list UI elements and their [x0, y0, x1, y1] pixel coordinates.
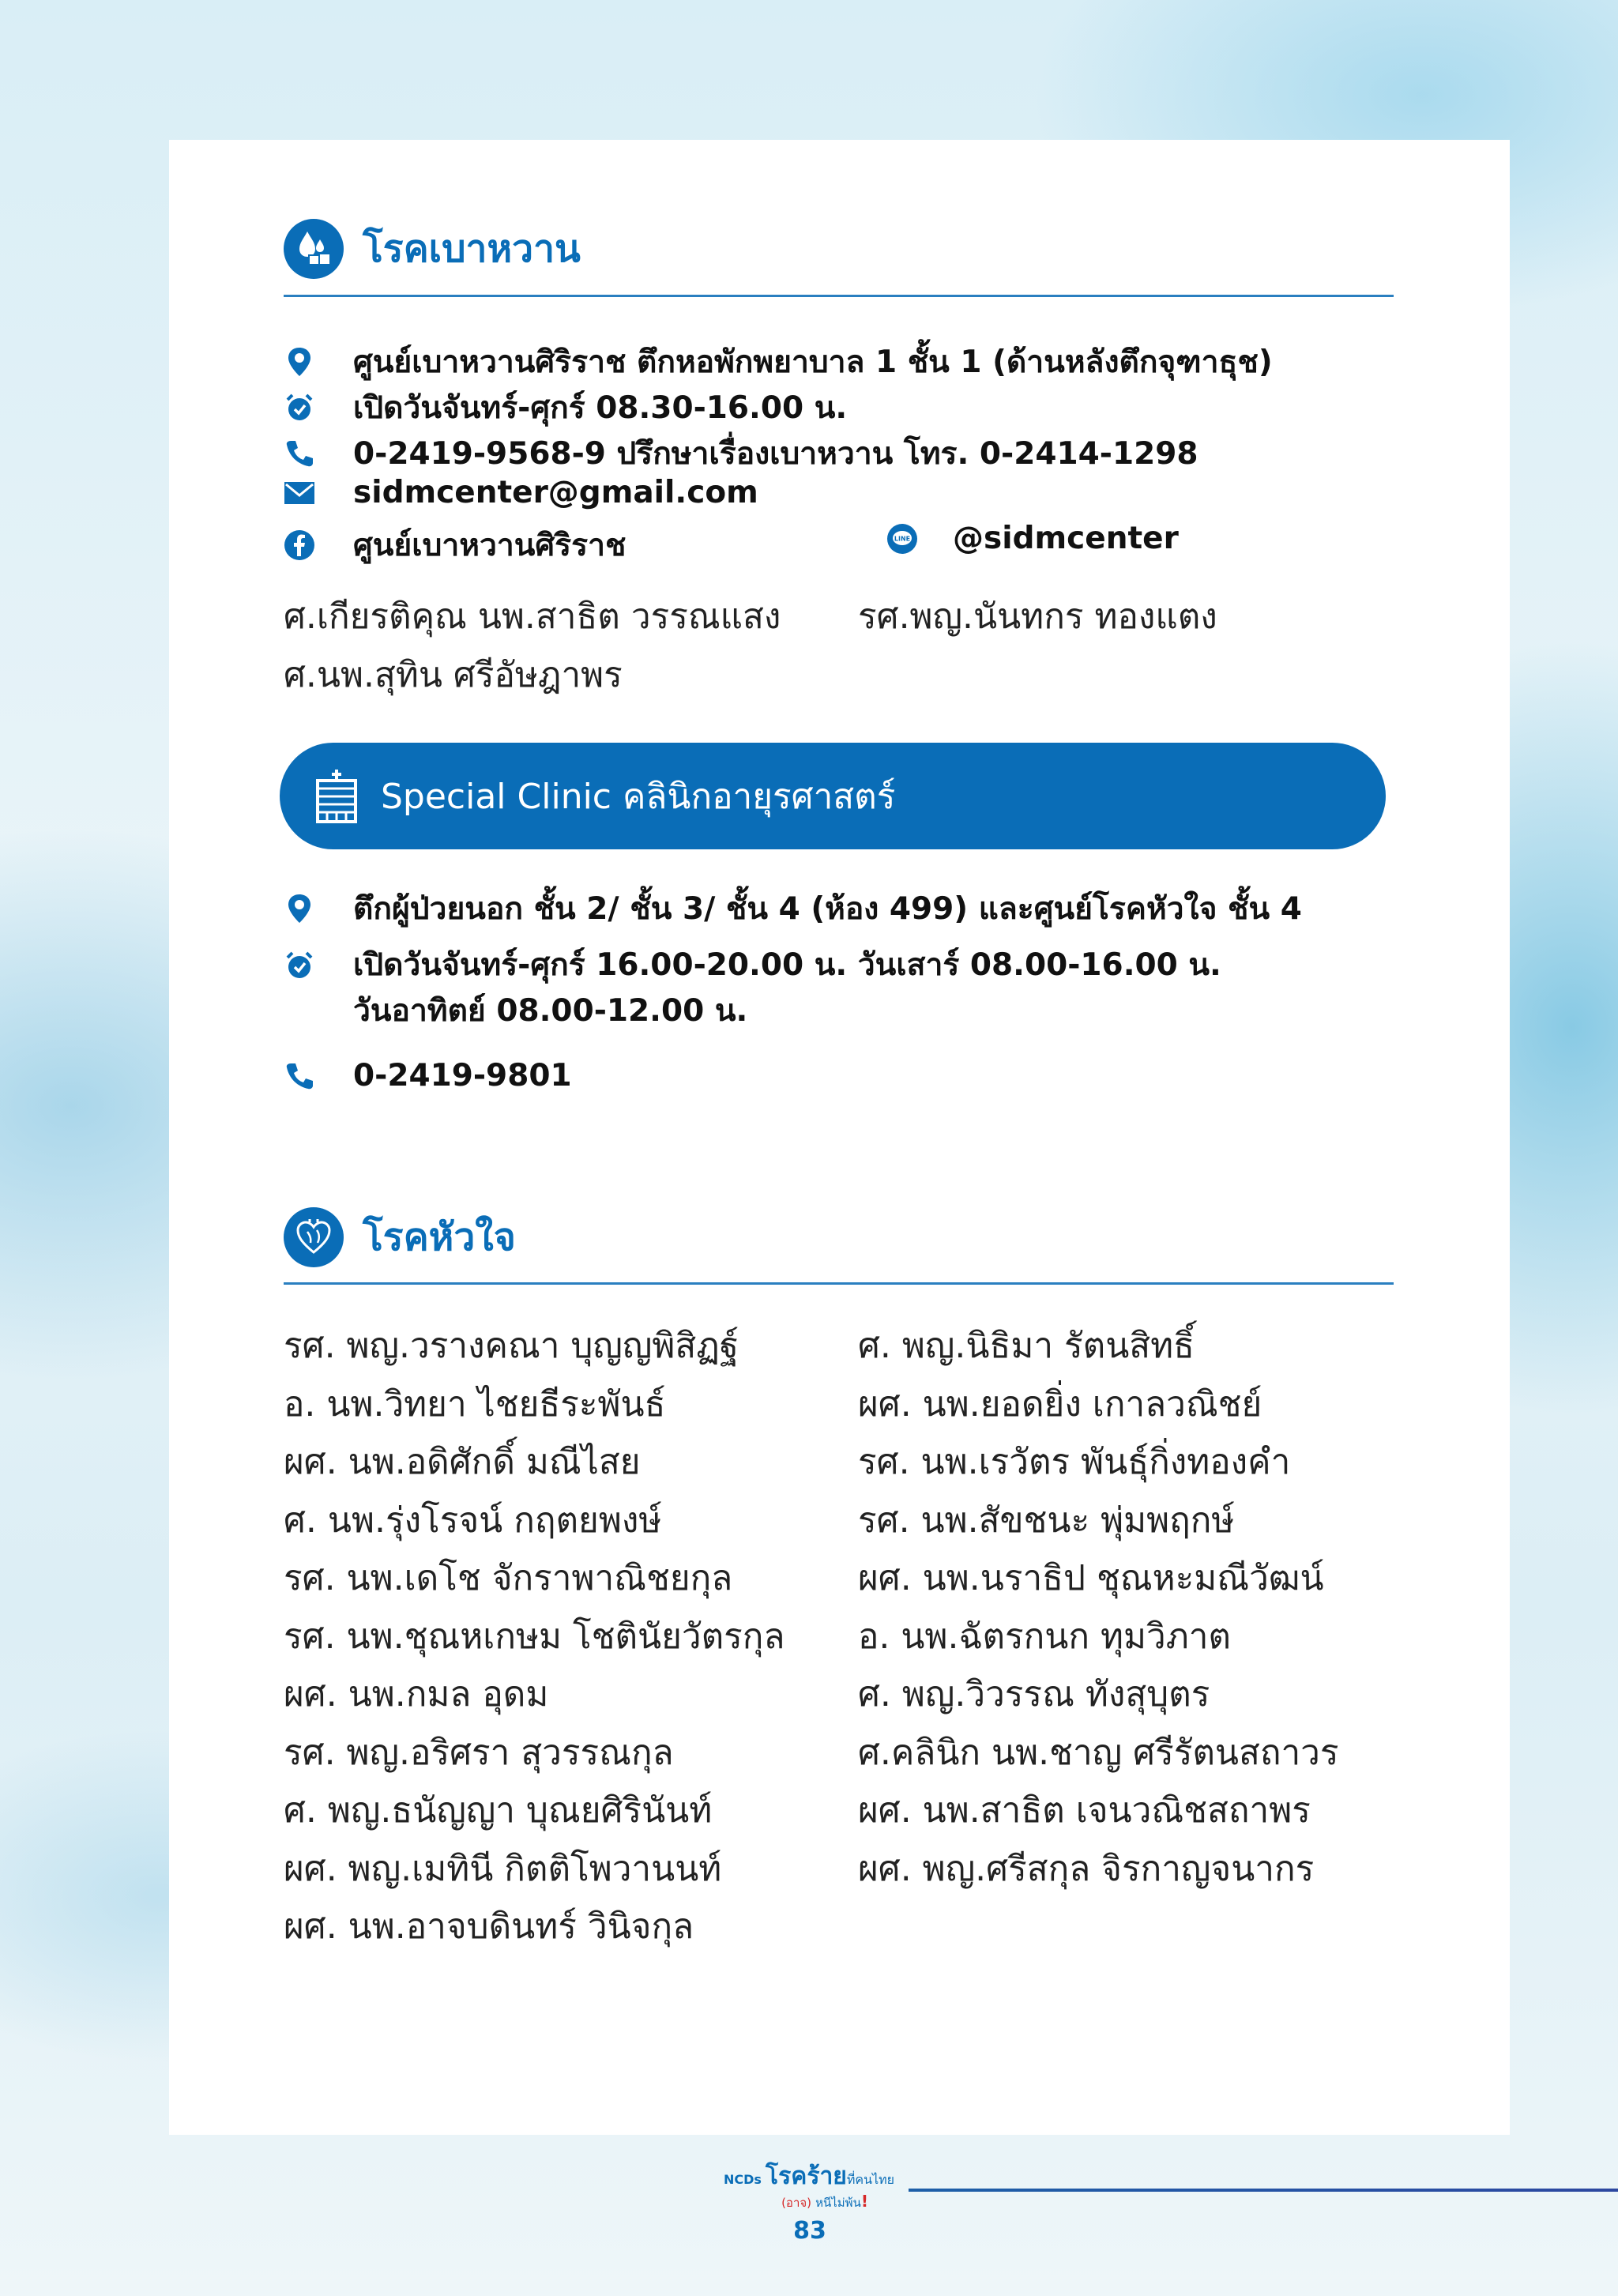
diabetes-location-row [284, 337, 1273, 386]
doctor-name: ศ. พญ.ธนัญญา บุณยศิรินันท์ [284, 1790, 713, 1831]
diabetes-divider [284, 295, 1394, 297]
clinic-location-row [284, 884, 1302, 933]
diabetes-facebook[interactable]: ศูนย์เบาหวานศิริราช [353, 528, 627, 563]
clinic-phone-row [284, 1058, 572, 1093]
doctor-name: รศ.พญ.นันทกร ทองแตง [858, 597, 1217, 637]
heart-header [284, 1207, 516, 1267]
diabetes-facebook-row [284, 521, 626, 570]
doctor-name: ศ.เกียรติคุณ นพ.สาธิต วรรณแสง [284, 597, 781, 637]
tagline-1: (อาจ) [781, 2196, 812, 2210]
heart-divider [284, 1282, 1394, 1285]
clinic-location: ตึกผู้ป่วยนอก ชั้น 2/ ชั้น 3/ ชั้น 4 (ห้อง 499) และศูนย์โรคหัวใจ ชั้น 4 [353, 891, 1302, 927]
doctor-name: ศ.คลินิก นพ.ชาญ ศรีรัตนสถาวร [858, 1732, 1339, 1773]
diabetes-doctors-right [858, 588, 1217, 646]
doctor-name: ผศ. พญ.เมทินี กิตติโพวานนท์ [284, 1848, 722, 1889]
heart-title: โรคหัวใจ [363, 1215, 516, 1259]
special-clinic-title: Special Clinic คลินิกอายุรศาสตร์ [381, 776, 896, 817]
clinic-phone: 0-2419-9801 [353, 1058, 572, 1093]
doctor-name: ผศ. นพ.อดิศักดิ์ มณีไสย [284, 1442, 641, 1482]
email-icon [284, 477, 315, 509]
diabetes-location: ศูนย์เบาหวานศิริราช ตึกหอพักพยาบาล 1 ชั้น 1 (ด้านหลังตึกจุฑาธุช) [353, 344, 1273, 380]
special-clinic-banner [280, 743, 1386, 849]
diabetes-hours-row [284, 383, 847, 432]
heart-icon [284, 1207, 344, 1267]
facebook-icon [284, 529, 315, 561]
line-badge-label: LINE [894, 535, 911, 542]
doctor-name: ศ. พญ.นิธิมา รัตนสิทธิ์ [858, 1326, 1195, 1366]
doctor-name: ผศ. นพ.กมล อุดม [284, 1674, 549, 1714]
diabetes-line-row [886, 521, 1179, 556]
phone-icon [284, 438, 315, 469]
footer-divider [909, 2189, 1618, 2192]
heart-doctors-left [284, 1317, 785, 1956]
doctor-name: ศ. พญ.วิวรรณ ทังสุบุตร [858, 1674, 1210, 1714]
tagline-2: หนีไม่พ้น [815, 2196, 861, 2210]
diabetes-email[interactable]: sidmcenter@gmail.com [353, 475, 758, 510]
doctor-name: ผศ. นพ.อาจบดินทร์ วินิจกุล [284, 1906, 694, 1947]
diabetes-doctors-left [284, 588, 781, 704]
location-pin-icon [284, 893, 315, 924]
brand-suffix: ที่คนไทย [846, 2172, 895, 2187]
doctor-name: รศ. พญ.วรางคณา บุญญพิสิฏฐ์ [284, 1326, 739, 1366]
brand-prefix: NCDs [724, 2172, 762, 2187]
doctor-name: รศ. นพ.เดโช จักราพาณิชยกุล [284, 1558, 733, 1598]
doctor-name: ผศ. นพ.ยอดยิ่ง เกาลวณิชย์ [858, 1383, 1262, 1425]
diabetes-line-id[interactable]: @sidmcenter [953, 521, 1179, 556]
doctor-name: รศ. นพ.ชุณหเกษม โชตินัยวัตรกุล [284, 1616, 785, 1657]
tagline-mark: ! [860, 2192, 868, 2211]
doctor-name: อ. นพ.วิทยา ไชยธีระพันธ์ [284, 1383, 666, 1425]
diabetes-phone: 0-2419-9568-9 ปรึกษาเรื่องเบาหวาน โทร. 0-2414-1298 [353, 436, 1198, 472]
diabetes-hours: เปิดวันจันทร์-ศุกร์ 08.30-16.00 น. [353, 390, 848, 426]
diabetes-phone-row [284, 429, 1198, 478]
content-card [169, 140, 1510, 2135]
clinic-hours-row [284, 947, 1221, 1034]
doctor-name: รศ. นพ.สัขชนะ พุ่มพฤกษ์ [858, 1500, 1235, 1541]
doctor-name: ผศ. นพ.นราธิป ชุณหะมณีวัฒน์ [858, 1558, 1324, 1598]
location-pin-icon [284, 346, 315, 378]
alarm-clock-icon [284, 950, 315, 981]
doctor-name: อ. นพ.ฉัตรกนก ทุมวิภาต [858, 1616, 1231, 1657]
phone-icon [284, 1060, 315, 1092]
doctor-name: รศ. พญ.อริศรา สุวรรณกุล [284, 1732, 674, 1773]
clinic-hours [353, 943, 1221, 1034]
clinic-hours-line2: วันอาทิตย์ 08.00-12.00 น. [353, 993, 748, 1029]
doctor-name: ศ. นพ.รุ่งโรจน์ กฤตยพงษ์ [284, 1500, 662, 1541]
alarm-clock-icon [284, 392, 315, 423]
line-app-icon [886, 523, 918, 555]
doctor-name: ผศ. นพ.สาธิต เจนวณิชสถาพร [858, 1790, 1311, 1831]
doctor-name: ผศ. พญ.ศรีสกุล จิรกาญจนากร [858, 1848, 1315, 1889]
diabetes-title: โรคเบาหวาน [363, 227, 581, 271]
brand-main: โรคร้าย [766, 2162, 847, 2190]
diabetes-email-row [284, 475, 758, 510]
heart-doctors-right [858, 1317, 1339, 1898]
page-number: 83 [793, 2217, 826, 2245]
hospital-building-icon [314, 770, 359, 823]
diabetes-header [284, 219, 581, 279]
clinic-hours-line1: เปิดวันจันทร์-ศุกร์ 16.00-20.00 น. วันเสาร์ 08.00-16.00 น. [353, 947, 1221, 983]
doctor-name: ศ.นพ.สุทิน ศรีอัษฎาพร [284, 654, 623, 695]
doctor-name: รศ. นพ.เรวัตร พันธุ์กิ่งทองคำ [858, 1442, 1291, 1482]
diabetes-drop-icon [284, 219, 344, 279]
footer-brand-logo [724, 2163, 894, 2211]
